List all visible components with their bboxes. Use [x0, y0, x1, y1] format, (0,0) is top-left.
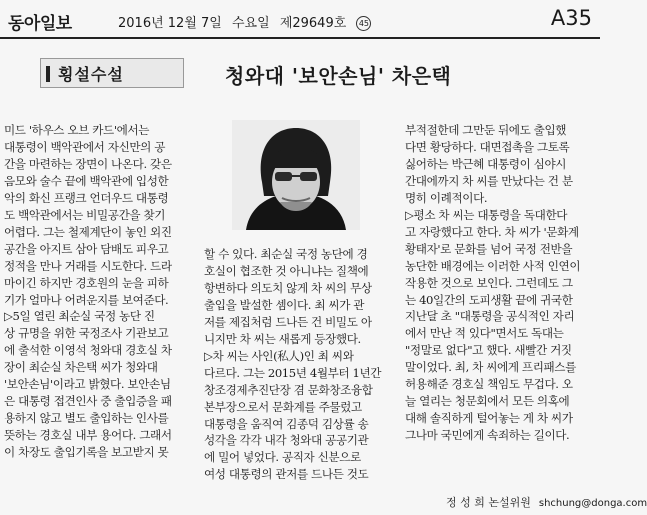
- byline: [446, 494, 647, 510]
- text-line: 용하지 않고 별도 출입하는 인사를: [4, 411, 169, 426]
- text-line: 지난달 초 "대통령을 공식적인 자리: [405, 309, 575, 324]
- text-line: 싫어하는 박근혜 대통령이 심야시: [405, 156, 567, 171]
- text-line: 작용한 것으로 보인다. 그런데도 그: [405, 275, 573, 290]
- text-line: 그나마 국민에게 속죄하는 길이다.: [405, 428, 570, 443]
- text-line: 뜻하는 경호실 내부 용어다. 그래서: [4, 428, 172, 443]
- text-line: 정적을 만나 거래를 시도한다. 드라: [4, 258, 172, 273]
- section-label-text: 횡설수설: [58, 65, 124, 84]
- text-line: '보안손님'이라고 밝혔다. 보안손님: [4, 377, 171, 392]
- text-line: 부적절한데 그만둔 뒤에도 출입했: [405, 123, 567, 137]
- text-line: 에서 만난 적 있다"면서도 독대는: [405, 326, 564, 341]
- article-column-3: [405, 122, 595, 444]
- text-line: 마이긴 하지만 경호원의 눈을 피하: [4, 275, 169, 290]
- text-line: 고 자랑했다고 한다. 차 씨가 '문화계: [405, 224, 579, 239]
- text-line: 황태자'로 문화를 넘어 국정 전반을: [405, 241, 573, 256]
- section-label: [46, 62, 124, 85]
- issue-number: 제29649호: [279, 16, 347, 31]
- page-number: A35: [550, 6, 592, 30]
- masthead: [0, 0, 600, 38]
- text-line: 저를 제집처럼 드나든 건 비밀도 아: [204, 314, 372, 329]
- text-line: 간대에까지 차 씨를 만났다는 건 분: [405, 173, 573, 188]
- article-column-1: [4, 122, 192, 461]
- text-line: 여성 대통령의 관저를 드나든 것도: [204, 467, 369, 482]
- issue-date: 2016년 12월 7일: [118, 16, 222, 31]
- issue-weekday: 수요일: [231, 16, 270, 31]
- portrait-photo-icon: [232, 120, 360, 230]
- text-line: 호실이 협조한 것 아니냐는 질책에: [204, 263, 369, 278]
- text-line: 기가 얼마나 어려운지를 보여준다.: [4, 292, 169, 307]
- text-line: 다르다. 그는 2015년 4월부터 1년간: [204, 365, 382, 380]
- text-line: 은 대통령 접견인사 중 출입증을 패: [4, 394, 172, 409]
- text-line: 공간을 아지트 삼아 담배도 피우고: [4, 241, 169, 256]
- author-email[interactable]: shchung@donga.com: [538, 498, 647, 509]
- text-line: 대해 솔직하게 털어놓는 게 차 씨가: [405, 411, 573, 426]
- text-line: 명히 이례적이다.: [405, 190, 488, 205]
- text-line: 상 규명을 위한 국정조사 기관보고: [4, 326, 169, 341]
- text-line: 미드 '하우스 오브 카드'에서는: [4, 123, 150, 137]
- dateline: [118, 12, 377, 31]
- author-name: 정 성 희 논설위원: [446, 496, 531, 509]
- text-line: 도 백악관에서는 비밀공간을 찾기: [4, 207, 166, 222]
- text-line: 는 40일간의 도피생활 끝에 귀국한: [405, 292, 573, 307]
- text-line: 어렵다. 그는 철제계단이 놓인 외진: [4, 224, 172, 239]
- text-line: 음모와 술수 끝에 백악관에 입성한: [4, 173, 169, 188]
- text-line: 이 차장도 출입기록을 보고받지 못: [4, 445, 169, 460]
- portrait-photo: [232, 120, 360, 230]
- text-line: ▷차 씨는 사인(私人)인 최 씨와: [204, 348, 354, 363]
- text-line: 성각을 각각 내각 청와대 공공기관: [204, 433, 369, 448]
- text-line: 늘 열리는 청문회에서 모든 의혹에: [405, 394, 570, 409]
- text-line: 출입을 발설한 셈이다. 최 씨가 관: [204, 297, 365, 312]
- text-line: 말이었다. 최, 차 씨에게 프리패스를: [405, 360, 576, 375]
- text-line: 다면 황당하다. 대면접촉을 그토록: [405, 139, 570, 154]
- text-line: 에 밀어 넣었다. 공직자 신분으로: [204, 450, 361, 465]
- text-line: 창조경제추진단장 겸 문화창조융합: [204, 382, 373, 397]
- text-line: 에 출석한 이영석 청와대 경호실 차: [4, 343, 172, 358]
- text-line: 본부장으로서 문화계를 주물렀고: [204, 399, 362, 414]
- text-line: 대통령이 백악관에서 자신만의 공: [4, 139, 166, 154]
- text-line: 할 수 있다. 최순실 국정 농단에 경: [204, 247, 368, 261]
- text-line: 악의 화신 프랭크 언더우드 대통령: [4, 190, 169, 205]
- issue-mark: 45: [356, 16, 371, 31]
- text-line: ▷평소 차 씨는 대통령을 독대한다: [405, 207, 568, 222]
- text-line: ▷5일 열린 최순실 국정 농단 진: [4, 309, 155, 324]
- text-line: 대통령을 움직여 김종덕 김상률 송: [204, 416, 369, 431]
- article-column-2: [204, 246, 392, 483]
- text-line: 간을 마련하는 장면이 나온다. 갖은: [4, 156, 172, 171]
- section-bar-icon: [46, 66, 50, 82]
- text-line: 농단한 배경에는 이러한 사적 인연이: [405, 258, 581, 273]
- text-line: "정말로 없다"고 했다. 새빨간 거짓: [405, 343, 572, 358]
- text-line: 항변하다 의도치 않게 차 씨의 무상: [204, 280, 372, 295]
- newspaper-brand: 동아일보: [8, 14, 72, 34]
- masthead-divider: [0, 37, 600, 39]
- text-line: 허용해준 경호실 책임도 무겁다. 오: [405, 377, 573, 392]
- text-line: 니지만 차 씨는 새롭게 등장했다.: [204, 331, 361, 346]
- text-line: 장이 최순실 차은택 씨가 청와대: [4, 360, 158, 375]
- article-headline: 청와대 '보안손님' 차은택: [225, 64, 452, 88]
